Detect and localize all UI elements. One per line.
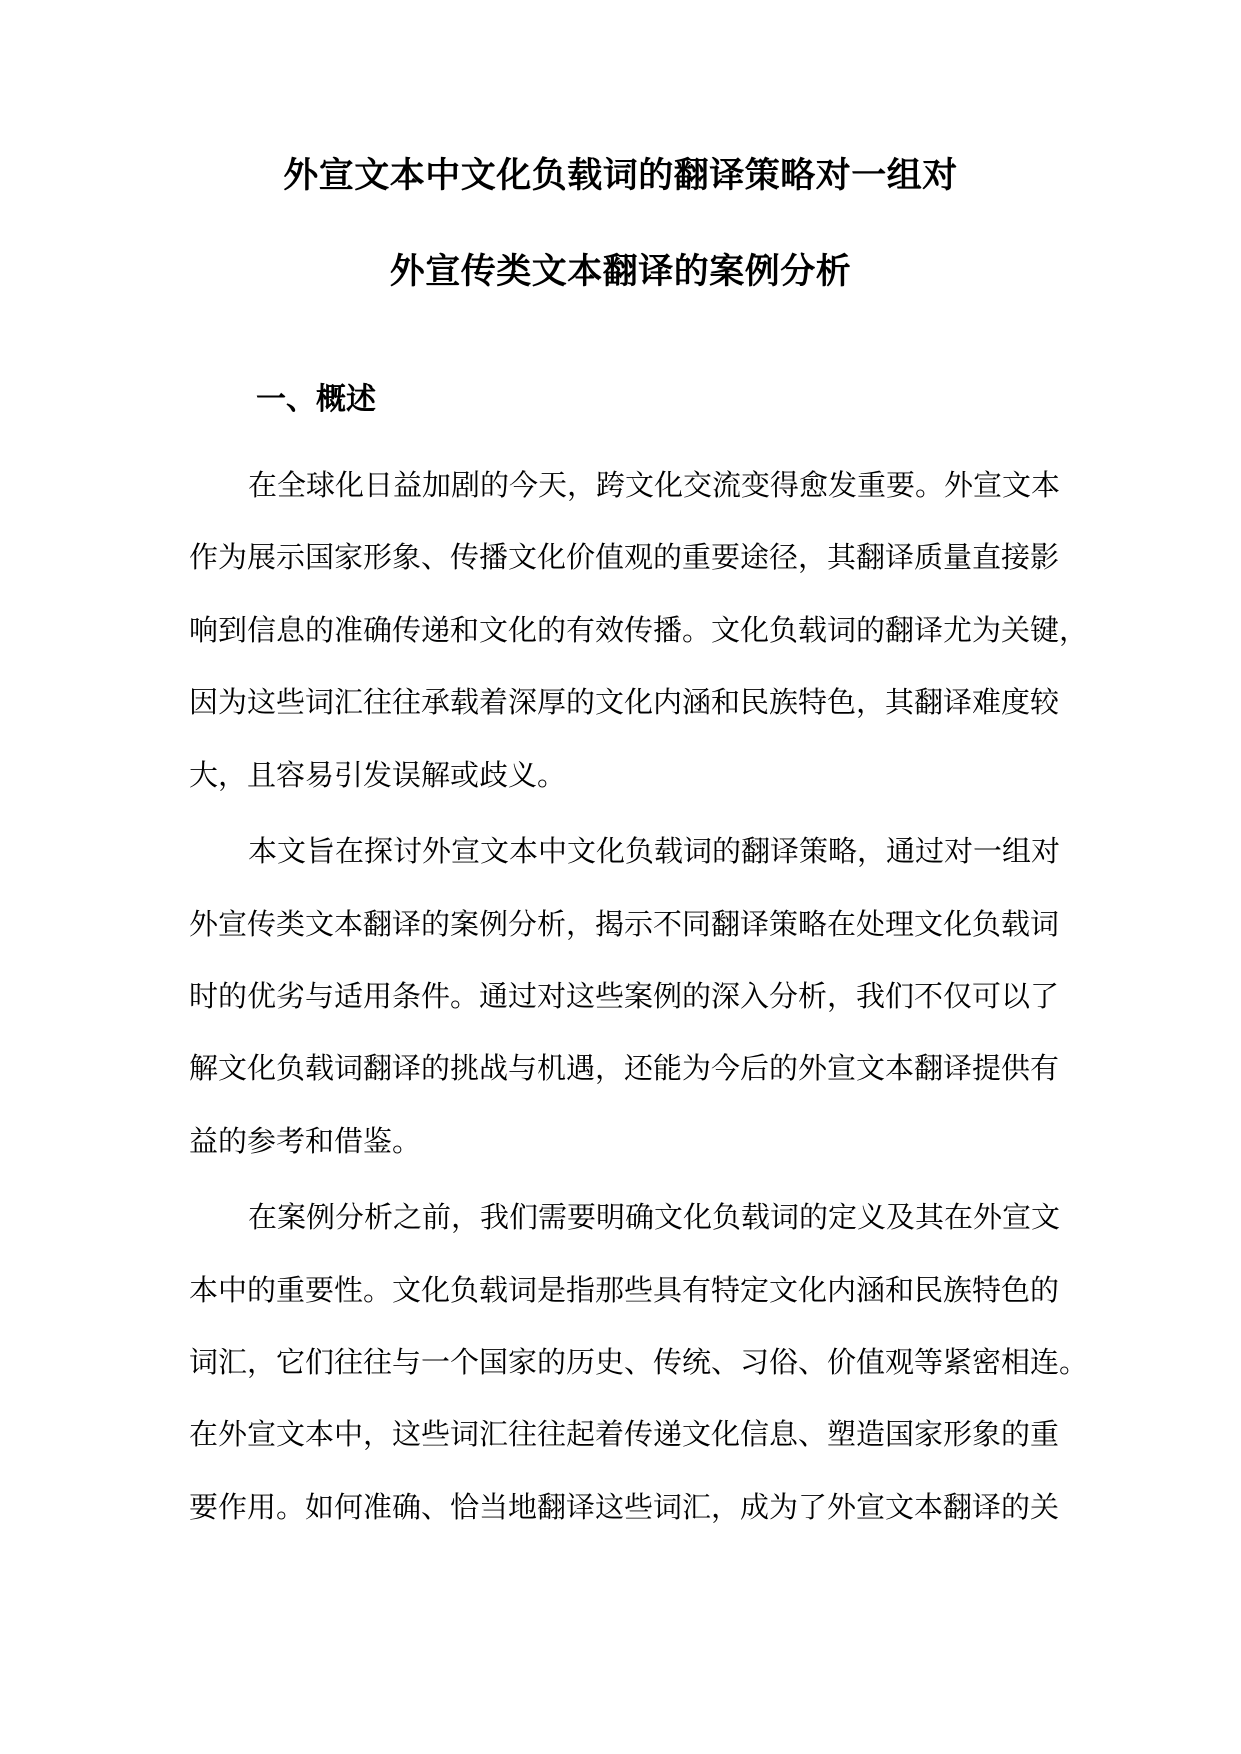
paragraph-2-line-4: 解文化负载词翻译的挑战与机遇，还能为今后的外宣文本翻译提供有 [189, 1051, 1060, 1085]
paragraph-2-line-1: 本文旨在探讨外宣文本中文化负载词的翻译策略，通过对一组对 [248, 834, 1061, 868]
paragraph-3-line-3: 词汇，它们往往与一个国家的历史、传统、习俗、价值观等紧密相连。 [189, 1345, 1089, 1379]
paragraph-1-line-3: 响到信息的准确传递和文化的有效传播。文化负载词的翻译尤为关键， [189, 613, 1089, 647]
paragraph-1-line-1: 在全球化日益加剧的今天，跨文化交流变得愈发重要。外宣文本 [248, 468, 1061, 502]
paragraph-1-line-5: 大，且容易引发误解或歧义。 [189, 758, 567, 792]
paragraph-3-line-2: 本中的重要性。文化负载词是指那些具有特定文化内涵和民族特色的 [189, 1273, 1060, 1307]
document-title-line-2: 外宣传类文本翻译的案例分析 [389, 252, 852, 292]
document-title-line-1: 外宣文本中文化负载词的翻译策略对一组对 [283, 156, 958, 196]
paragraph-2-line-2: 外宣传类文本翻译的案例分析，揭示不同翻译策略在处理文化负载词 [189, 907, 1060, 941]
paragraph-1-line-2: 作为展示国家形象、传播文化价值观的重要途径，其翻译质量直接影 [189, 540, 1060, 574]
paragraph-3-line-1: 在案例分析之前，我们需要明确文化负载词的定义及其在外宣文 [248, 1200, 1061, 1234]
paragraph-1-line-4: 因为这些词汇往往承载着深厚的文化内涵和民族特色，其翻译难度较 [189, 685, 1060, 719]
paragraph-2-line-3: 时的优劣与适用条件。通过对这些案例的深入分析，我们不仅可以了 [189, 979, 1060, 1013]
paragraph-2-line-5: 益的参考和借鉴。 [189, 1124, 422, 1158]
section-heading: 一、概述 [256, 382, 376, 417]
paragraph-3-line-5: 要作用。如何准确、恰当地翻译这些词汇，成为了外宣文本翻译的关 [189, 1490, 1060, 1524]
paragraph-3-line-4: 在外宣文本中，这些词汇往往起着传递文化信息、塑造国家形象的重 [189, 1417, 1060, 1451]
